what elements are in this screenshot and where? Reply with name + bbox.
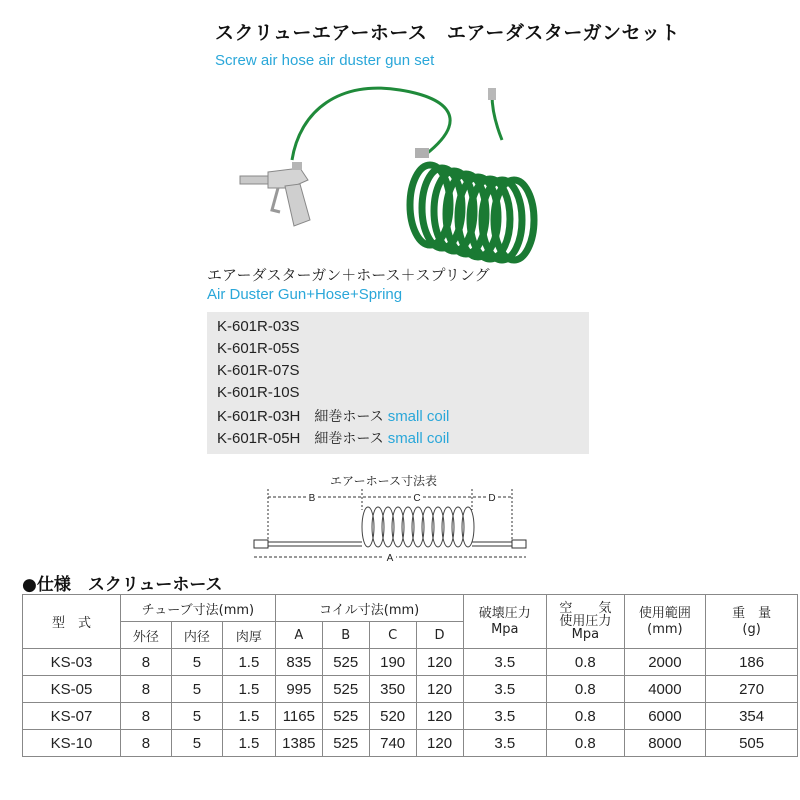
dimension-diagram bbox=[240, 485, 530, 570]
header-weight: 重 量 (g) bbox=[706, 595, 798, 649]
header-air-pressure: 空 気 使用圧力 Mpa bbox=[547, 595, 625, 649]
cell-model: KS-10 bbox=[23, 730, 121, 757]
model-item bbox=[217, 384, 300, 401]
cell-thick: 1.5 bbox=[222, 730, 275, 757]
dimension-label-d: D bbox=[488, 493, 496, 504]
cell-burst: 3.5 bbox=[463, 676, 547, 703]
set-description-jp: エアーダスターガン＋ホース＋スプリング bbox=[207, 266, 490, 284]
cell-d: 120 bbox=[416, 730, 463, 757]
cell-id: 5 bbox=[171, 703, 222, 730]
cell-burst: 3.5 bbox=[463, 649, 547, 676]
table-row bbox=[23, 676, 798, 703]
cell-od: 8 bbox=[120, 703, 171, 730]
header-tube-od: 外径 bbox=[120, 622, 171, 649]
cell-model: KS-05 bbox=[23, 676, 121, 703]
header-coil-d: D bbox=[416, 622, 463, 649]
cell-b: 525 bbox=[322, 730, 369, 757]
cell-range: 8000 bbox=[624, 730, 706, 757]
dimension-label-a: A bbox=[386, 553, 394, 564]
model-code: K-601R-05H bbox=[217, 430, 301, 447]
model-code: K-601R-05S bbox=[217, 340, 300, 357]
model-code: K-601R-10S bbox=[217, 384, 300, 401]
header-coil-a: A bbox=[275, 622, 322, 649]
page-title: スクリューエアーホース エアーダスターガンセット bbox=[215, 22, 680, 44]
cell-weight: 505 bbox=[706, 730, 798, 757]
cell-d: 120 bbox=[416, 703, 463, 730]
cell-air: 0.8 bbox=[547, 649, 625, 676]
model-code: K-601R-07S bbox=[217, 362, 300, 379]
cell-range: 6000 bbox=[624, 703, 706, 730]
cell-b: 525 bbox=[322, 703, 369, 730]
header-coil: コイル寸法(mm) bbox=[275, 595, 463, 622]
cell-b: 525 bbox=[322, 676, 369, 703]
cell-id: 5 bbox=[171, 649, 222, 676]
spec-table bbox=[22, 594, 798, 757]
header-tube-id: 内径 bbox=[171, 622, 222, 649]
model-note-jp: 細巻ホース bbox=[314, 431, 384, 447]
set-description-en: Air Duster Gun+Hose+Spring bbox=[207, 286, 403, 303]
model-item bbox=[217, 406, 449, 426]
cell-air: 0.8 bbox=[547, 703, 625, 730]
model-code: K-601R-03H bbox=[217, 408, 301, 425]
cell-id: 5 bbox=[171, 676, 222, 703]
cell-c: 190 bbox=[369, 649, 416, 676]
model-code: K-601R-03S bbox=[217, 318, 300, 335]
cell-range: 2000 bbox=[624, 649, 706, 676]
dimension-diagram-title: エアーホース寸法表 bbox=[330, 474, 438, 488]
spec-heading: ●仕様 スクリューホース bbox=[22, 575, 223, 595]
cell-burst: 3.5 bbox=[463, 730, 547, 757]
cell-weight: 186 bbox=[706, 649, 798, 676]
header-tube: チューブ寸法(mm) bbox=[120, 595, 275, 622]
cell-od: 8 bbox=[120, 649, 171, 676]
cell-od: 8 bbox=[120, 730, 171, 757]
cell-c: 350 bbox=[369, 676, 416, 703]
cell-burst: 3.5 bbox=[463, 703, 547, 730]
page-subtitle: Screw air hose air duster gun set bbox=[215, 52, 435, 69]
cell-model: KS-03 bbox=[23, 649, 121, 676]
dimension-label-b: B bbox=[308, 493, 316, 504]
cell-d: 120 bbox=[416, 649, 463, 676]
model-note-en: small coil bbox=[387, 408, 450, 425]
model-item bbox=[217, 362, 300, 379]
header-coil-b: B bbox=[322, 622, 369, 649]
header-coil-c: C bbox=[369, 622, 416, 649]
model-item bbox=[217, 318, 300, 335]
cell-a: 1385 bbox=[275, 730, 322, 757]
table-row bbox=[23, 649, 798, 676]
cell-weight: 354 bbox=[706, 703, 798, 730]
cell-c: 740 bbox=[369, 730, 416, 757]
cell-od: 8 bbox=[120, 676, 171, 703]
cell-air: 0.8 bbox=[547, 676, 625, 703]
cell-a: 1165 bbox=[275, 703, 322, 730]
table-header-row bbox=[23, 595, 798, 622]
dimension-label-c: C bbox=[413, 493, 421, 504]
cell-b: 525 bbox=[322, 649, 369, 676]
cell-air: 0.8 bbox=[547, 730, 625, 757]
product-image bbox=[230, 80, 550, 270]
cell-range: 4000 bbox=[624, 676, 706, 703]
cell-thick: 1.5 bbox=[222, 703, 275, 730]
cell-a: 995 bbox=[275, 676, 322, 703]
cell-thick: 1.5 bbox=[222, 649, 275, 676]
model-item bbox=[217, 340, 300, 357]
header-model: 型 式 bbox=[23, 595, 121, 649]
header-burst: 破壊圧力 Mpa bbox=[463, 595, 547, 649]
model-note-en: small coil bbox=[387, 430, 450, 447]
model-list bbox=[207, 312, 589, 454]
cell-c: 520 bbox=[369, 703, 416, 730]
cell-d: 120 bbox=[416, 676, 463, 703]
cell-weight: 270 bbox=[706, 676, 798, 703]
header-range: 使用範囲 (mm) bbox=[624, 595, 706, 649]
table-row bbox=[23, 730, 798, 757]
table-row bbox=[23, 703, 798, 730]
cell-id: 5 bbox=[171, 730, 222, 757]
cell-model: KS-07 bbox=[23, 703, 121, 730]
header-tube-thick: 肉厚 bbox=[222, 622, 275, 649]
cell-a: 835 bbox=[275, 649, 322, 676]
model-note-jp: 細巻ホース bbox=[314, 409, 384, 425]
cell-thick: 1.5 bbox=[222, 676, 275, 703]
model-item bbox=[217, 428, 449, 448]
